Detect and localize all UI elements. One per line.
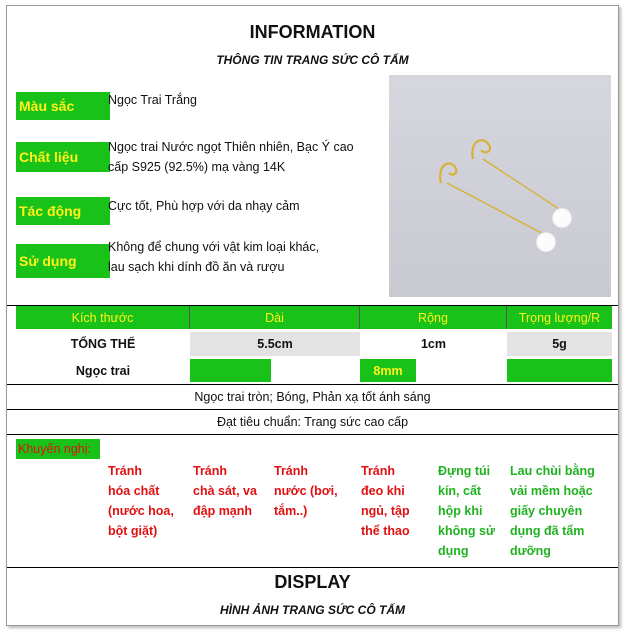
spec-label-material: Chất liệu <box>16 142 110 172</box>
spec-label-color: Màu sắc <box>16 92 110 120</box>
row-length-fill <box>190 359 271 382</box>
recommendation-label: Khuyến nghị: <box>16 439 100 459</box>
header-size: Kích thước <box>16 306 190 329</box>
advice-chemicals: Tránh hóa chất (nước hoa, bột giặt) <box>108 464 174 538</box>
page-title: INFORMATION <box>249 22 376 42</box>
row-name: TỔNG THỂ <box>70 337 136 351</box>
spec-value-material: Ngọc trai Nước ngọt Thiên nhiên, Bạc Ý cao cấp S925 (92.5%) mạ vàng 14K <box>108 140 354 174</box>
spec-label-usage: Sử dụng <box>16 244 110 278</box>
spec-value-effect: Cực tốt, Phù hợp với da nhạy cảm <box>108 199 300 213</box>
header-width: Rộng <box>360 306 507 329</box>
footer-rule <box>7 567 618 568</box>
row-length-blank <box>271 359 360 382</box>
advice-water: Tránh nước (bơi, tắm..) <box>274 464 338 518</box>
spec-value-color: Ngọc Trai Trắng <box>108 93 197 107</box>
spec-label-effect: Tác động <box>16 197 110 225</box>
row-length: 5.5cm <box>190 332 360 356</box>
footer-title: DISPLAY <box>274 572 351 592</box>
page-subtitle: THÔNG TIN TRANG SỨC CÔ TẤM <box>216 53 409 67</box>
row-name: Ngọc trai <box>75 363 131 378</box>
advice-impact: Tránh chà sát, va đập mạnh <box>193 464 257 518</box>
advice-storage: Đựng túi kín, cất hộp khi không sử dụng <box>438 464 495 558</box>
row-width-blank <box>416 359 507 382</box>
row-width: 1cm <box>420 337 447 351</box>
footer-subtitle: HÌNH ẢNH TRANG SỨC CÔ TẤM <box>219 603 406 617</box>
table-row <box>16 359 612 382</box>
advice-cleaning: Lau chùi bằng vải mềm hoặc giấy chuyên dụng đã tẩm dưỡng <box>510 464 595 558</box>
row-weight-fill <box>507 359 612 382</box>
row-width: 8mm <box>360 359 416 382</box>
header-weight: Trọng lượng/R <box>507 306 612 329</box>
table-row <box>16 332 612 356</box>
table-rule <box>7 434 618 435</box>
header-length: Dài <box>190 306 360 329</box>
spec-value-usage: Không để chung với vật kim loại khác, lau sạch khi dính đồ ăn và rượu <box>108 240 320 274</box>
note-shape: Ngọc trai tròn; Bóng, Phản xạ tốt ánh sáng <box>194 390 431 404</box>
advice-sleep-sport: Tránh đeo khi ngủ, tập thể thao <box>361 464 410 538</box>
product-photo <box>389 75 611 297</box>
row-weight: 5g <box>507 332 612 356</box>
product-info-sheet <box>6 5 619 626</box>
size-table-header <box>16 306 612 329</box>
note-standard: Đạt tiêu chuẩn: Trang sức cao cấp <box>216 415 409 429</box>
pearl-earrings-image <box>389 75 611 297</box>
